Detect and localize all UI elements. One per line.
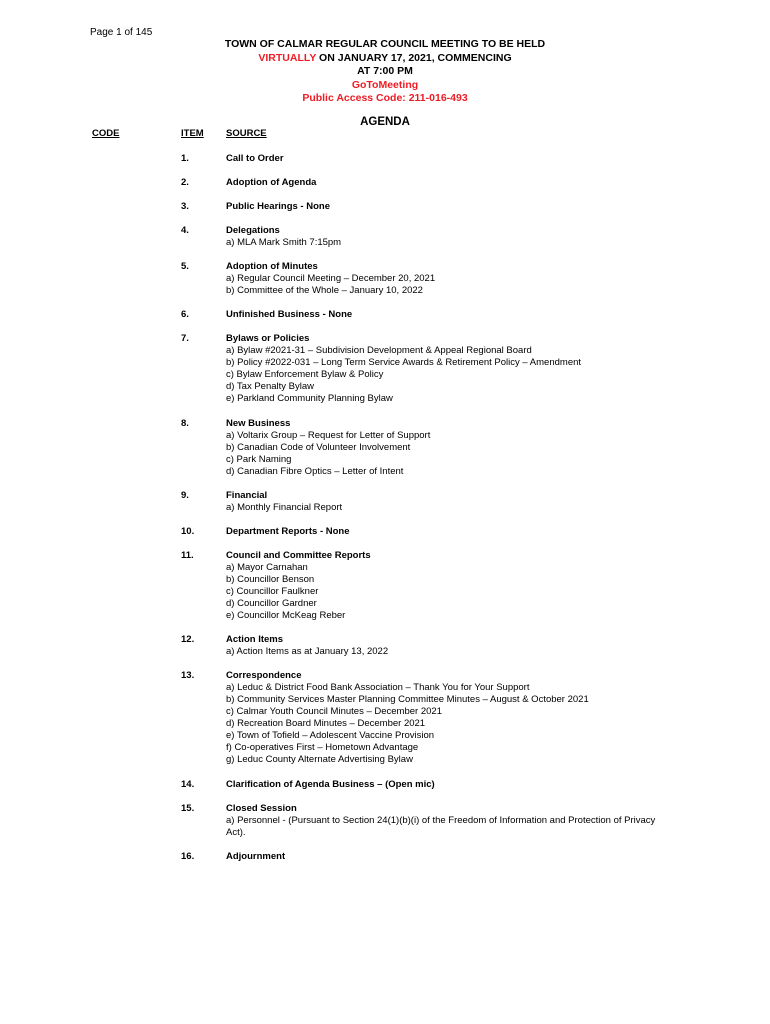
agenda-subitem: a) Action Items as at January 13, 2022 xyxy=(226,646,389,657)
agenda-subitem: d) Tax Penalty Bylaw xyxy=(226,381,315,392)
agenda-subitem: a) Personnel - (Pursuant to Section 24(1)(b)(i) of the Freedom of Information and Protection of Privacy Act). xyxy=(226,815,656,838)
agenda-item xyxy=(226,177,671,189)
agenda-item xyxy=(226,490,671,514)
virtually-highlight: VIRTUALLY xyxy=(258,51,317,64)
agenda-subitem: b) Community Services Master Planning Committee Minutes – August & October 2021 xyxy=(226,694,589,705)
agenda-subitem: b) Policy #2022-031 – Long Term Service Awards & Retirement Policy – Amendment xyxy=(226,357,582,368)
agenda-item xyxy=(226,550,671,622)
public-access-code: Public Access Code: 211-016-493 xyxy=(302,92,468,104)
meeting-header xyxy=(150,38,620,106)
agenda-item-number: 8. xyxy=(181,418,189,429)
agenda-item xyxy=(226,670,671,766)
agenda-item-title: Unfinished Business - None xyxy=(226,309,353,320)
agenda-item-title: New Business xyxy=(226,418,291,429)
header-line-2 xyxy=(150,52,620,66)
agenda-item xyxy=(226,225,671,249)
agenda-item-title: Financial xyxy=(226,490,268,501)
agenda-subitem: e) Councillor McKeag Reber xyxy=(226,610,346,621)
agenda-item-number: 4. xyxy=(181,225,189,236)
agenda-item-number: 7. xyxy=(181,333,189,344)
agenda-item-title: Correspondence xyxy=(226,670,302,681)
agenda-item-title: Delegations xyxy=(226,225,280,236)
agenda-item-number: 16. xyxy=(181,851,195,862)
agenda-item xyxy=(226,803,671,839)
agenda-title: AGENDA xyxy=(360,116,410,128)
page-number: Page 1 of 145 xyxy=(90,27,153,38)
agenda-subitem: c) Councillor Faulkner xyxy=(226,586,319,597)
agenda-subitem: d) Councillor Gardner xyxy=(226,598,317,609)
gotomeeting-label: GoToMeeting xyxy=(351,78,419,91)
header-line-2-rest: ON JANUARY 17, 2021, COMMENCING xyxy=(316,51,512,64)
agenda-subitem: a) MLA Mark Smith 7:15pm xyxy=(226,237,342,248)
agenda-subitem: b) Councillor Benson xyxy=(226,574,315,585)
agenda-item-title: Call to Order xyxy=(226,153,284,164)
agenda-item-title: Clarification of Agenda Business – (Open mic) xyxy=(226,779,435,790)
agenda-item-number: 11. xyxy=(181,550,194,561)
agenda-subitem: d) Canadian Fibre Optics – Letter of Intent xyxy=(226,466,404,477)
agenda-item-title: Bylaws or Policies xyxy=(226,333,310,344)
agenda-subitem: a) Voltarix Group – Request for Letter of Support xyxy=(226,430,431,441)
agenda-item-title: Closed Session xyxy=(226,803,297,814)
agenda-item xyxy=(226,201,671,213)
agenda-subitem: c) Calmar Youth Council Minutes – December 2021 xyxy=(226,706,442,717)
agenda-item-title: Public Hearings - None xyxy=(226,201,330,212)
agenda-item xyxy=(226,153,671,165)
agenda-item-number: 3. xyxy=(181,201,189,212)
agenda-item-title: Adjournment xyxy=(226,851,286,862)
header-line-1: TOWN OF CALMAR REGULAR COUNCIL MEETING TO BE HELD xyxy=(224,38,546,50)
agenda-item xyxy=(226,261,671,297)
agenda-item-number: 9. xyxy=(181,490,189,501)
agenda-item-number: 12. xyxy=(181,634,195,645)
agenda-item-number: 10. xyxy=(181,526,195,537)
agenda-subitem: a) Mayor Carnahan xyxy=(226,562,308,573)
agenda-item-number: 1. xyxy=(181,153,189,164)
agenda-item-number: 6. xyxy=(181,309,189,320)
agenda-item-title: Adoption of Agenda xyxy=(226,177,317,188)
agenda-item-number: 15. xyxy=(181,803,195,814)
agenda-item xyxy=(226,526,671,538)
header-line-3: AT 7:00 PM xyxy=(357,65,413,77)
agenda-item xyxy=(226,851,671,863)
agenda-subitem: a) Leduc & District Food Bank Association – Thank You for Your Support xyxy=(226,682,530,693)
agenda-item-title: Adoption of Minutes xyxy=(226,261,318,272)
agenda-item-title: Council and Committee Reports xyxy=(226,550,371,561)
column-header-code: CODE xyxy=(92,128,120,139)
agenda-subitem: f) Co-operatives First – Hometown Advantage xyxy=(226,742,419,753)
agenda-subitem: a) Regular Council Meeting – December 20, 2021 xyxy=(226,273,436,284)
column-header-source: SOURCE xyxy=(226,128,267,139)
agenda-subitem: d) Recreation Board Minutes – December 2021 xyxy=(226,718,426,729)
agenda-subitem: g) Leduc County Alternate Advertising Bylaw xyxy=(226,754,413,765)
agenda-item xyxy=(226,418,671,478)
agenda-subitem: e) Parkland Community Planning Bylaw xyxy=(226,393,393,404)
column-header-item: ITEM xyxy=(181,128,204,139)
agenda-item-number: 13. xyxy=(181,670,195,681)
agenda-item xyxy=(226,779,671,791)
agenda-subitem: e) Town of Tofield – Adolescent Vaccine Provision xyxy=(226,730,435,741)
agenda-subitem: a) Bylaw #2021-31 – Subdivision Development & Appeal Regional Board xyxy=(226,345,532,356)
agenda-item-title: Action Items xyxy=(226,634,284,645)
agenda-item-number: 2. xyxy=(181,177,189,188)
agenda-subitem: c) Park Naming xyxy=(226,454,292,465)
agenda-item-number: 14. xyxy=(181,779,195,790)
agenda-subitem: b) Canadian Code of Volunteer Involvement xyxy=(226,442,411,453)
agenda-subitem: a) Monthly Financial Report xyxy=(226,502,343,513)
agenda-item xyxy=(226,634,671,658)
agenda-subitem: c) Bylaw Enforcement Bylaw & Policy xyxy=(226,369,384,380)
agenda-item-number: 5. xyxy=(181,261,189,272)
agenda-item-title: Department Reports - None xyxy=(226,526,350,537)
agenda-item xyxy=(226,333,671,405)
agenda-subitem: b) Committee of the Whole – January 10, 2022 xyxy=(226,285,423,296)
agenda-item xyxy=(226,309,671,321)
